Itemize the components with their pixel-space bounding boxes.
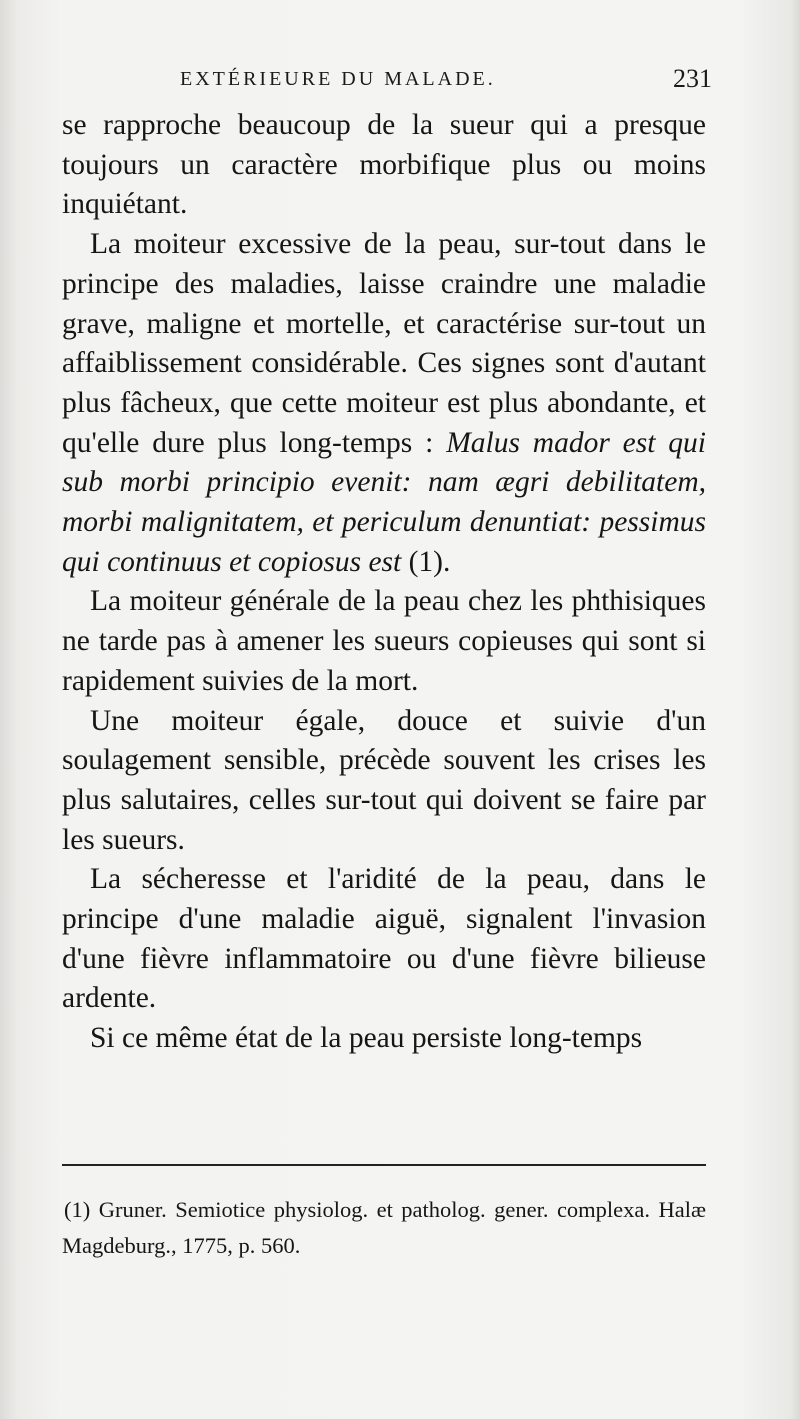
footnote-text: (1) Gruner. Semiotice physiolog. et patholog. gener. complexa. Halæ Magdeburg., 1775, p. 560. bbox=[62, 1197, 706, 1258]
paragraph-text: La moiteur générale de la peau chez les phthisiques ne tarde pas à amener les sueurs copieuses qui sont si rapidement suivies de la mort. bbox=[62, 585, 706, 697]
footnote-reference: (1). bbox=[401, 545, 451, 578]
paragraph bbox=[62, 702, 706, 861]
footnote-divider bbox=[62, 1164, 706, 1166]
paragraph-text: Si ce même état de la peau persiste long-temps bbox=[90, 1022, 643, 1055]
paragraph bbox=[62, 225, 706, 582]
footnote bbox=[62, 1192, 706, 1264]
running-title: EXTÉRIEURE DU MALADE. bbox=[180, 68, 496, 90]
paragraph-text: La sécheresse et l'aridité de la peau, dans le principe d'une maladie aiguë, signalent l'invasion d'une fièvre inflammatoire ou d'une fièvre bilieuse ardente. bbox=[62, 863, 706, 1015]
paragraph-text: La moiteur excessive de la peau, sur-tout dans le principe des maladies, laisse craindre une maladie grave, maligne et mortelle, et caractérise sur-tout un affaiblissement considérable. Ces signes sont d'autant plus fâcheux, que cette moiteur est plus abondante, et qu'elle dure plus long-temps : bbox=[62, 228, 706, 459]
main-text bbox=[62, 106, 706, 1059]
page-header bbox=[62, 64, 712, 104]
paragraph bbox=[62, 106, 706, 225]
paragraph bbox=[62, 1019, 706, 1059]
paragraph bbox=[62, 860, 706, 1019]
latin-quotation: Malus mador est qui sub morbi principio evenit: nam ægri debilitatem, morbi malignitatem, et periculum denuntiat: pessimus qui continuus et copiosus est bbox=[62, 426, 706, 578]
paragraph-text: Une moiteur égale, douce et suivie d'un soulagement sensible, précède souvent les crises les plus salutaires, celles sur-tout qui doivent se faire par les sueurs. bbox=[62, 704, 706, 856]
paragraph-text: se rapproche beaucoup de la sueur qui a presque toujours un caractère morbifique plus ou moins inquiétant. bbox=[62, 109, 706, 221]
paragraph bbox=[62, 582, 706, 701]
page-number: 231 bbox=[673, 64, 712, 93]
